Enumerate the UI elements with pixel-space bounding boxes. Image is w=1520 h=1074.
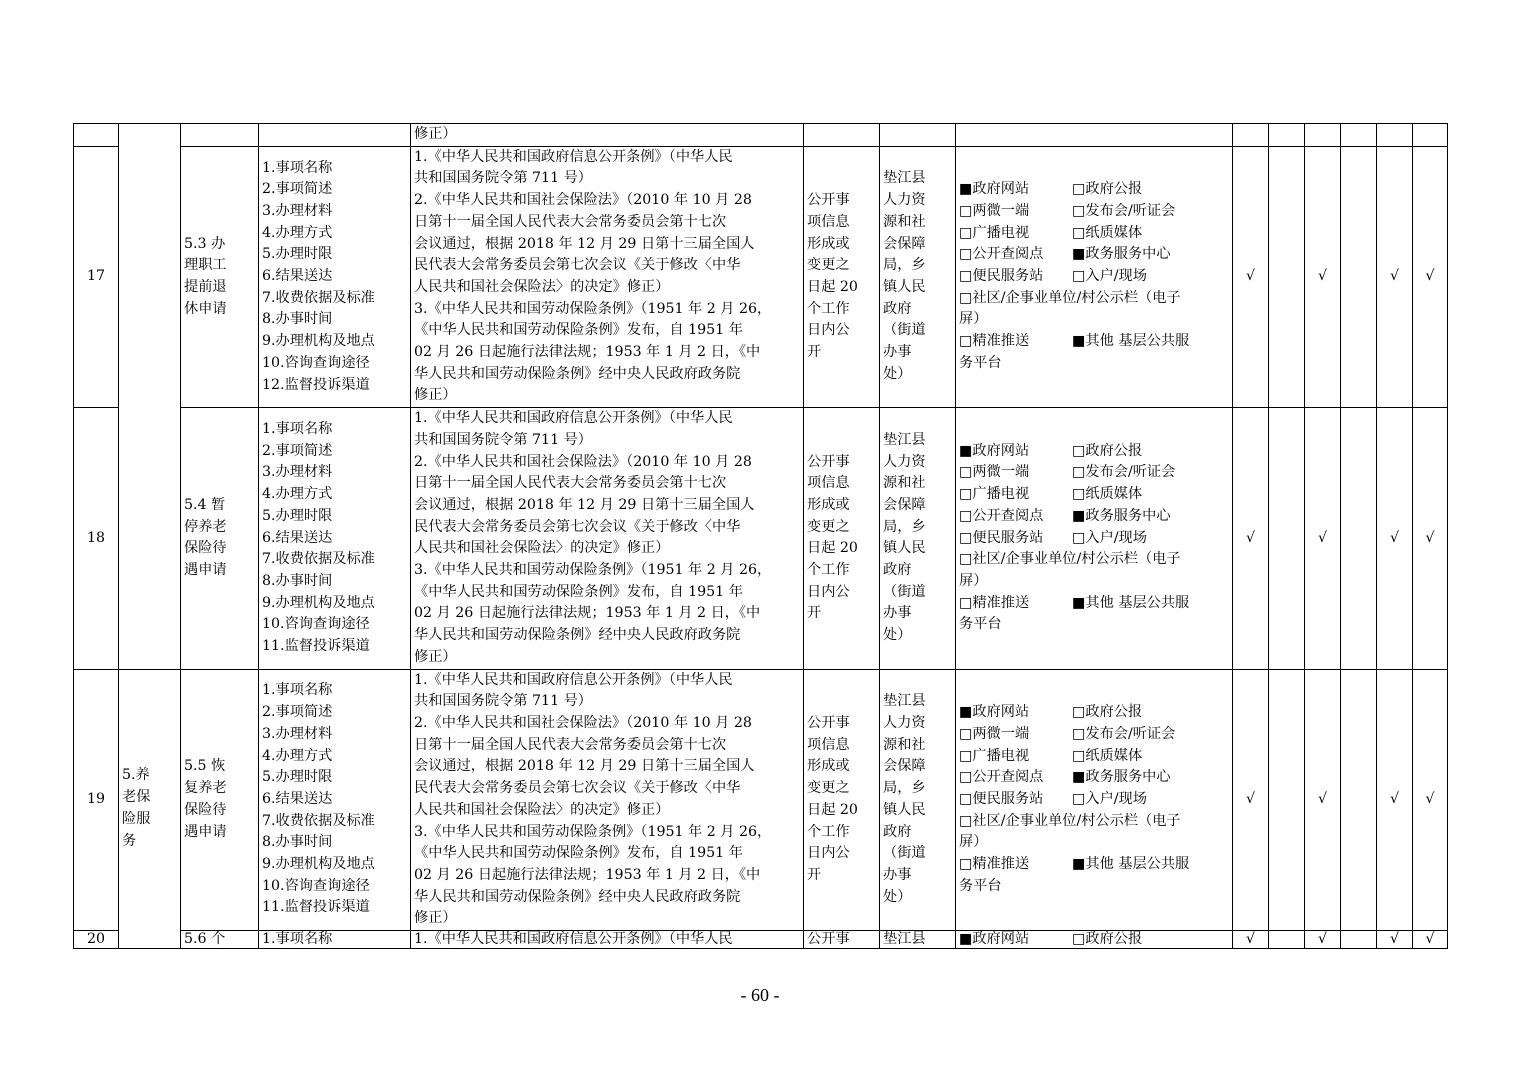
check-cell: √ [1413,669,1448,930]
channel-row [959,223,1229,245]
contents-cell [259,146,411,407]
law-line: 会议通过，根据 2018 年 12 月 29 日第十三届全国人 [414,758,755,775]
time-line: 日内公 [807,845,850,862]
time-line: 项信息 [807,475,850,492]
content-item: 1.事项名称 [262,682,333,699]
org-line: 会保障 [883,496,926,513]
item-name-cell [181,669,259,930]
check-cell: √ [1305,408,1341,669]
content-item: 5.办理时限 [262,769,333,786]
item-cell [181,124,259,147]
org-line: 源和社 [883,475,926,492]
channel-option: ■其他 基层公共服 [1072,594,1190,611]
time-line: 日内公 [807,583,850,600]
check-cell [1269,669,1305,930]
content-item: 5.办理时限 [262,246,333,263]
time-line: 形成或 [807,496,850,513]
time-cell [804,669,880,930]
channel-option: 屏） [959,572,988,589]
channel-option: □入户/现场 [1072,790,1147,807]
org-line: 垫江县 [883,170,926,187]
time-line: 开 [807,344,822,361]
law-line: 共和国国务院令第 711 号） [414,170,592,187]
channel-option: □公开查阅点 [959,246,1044,263]
channel-row [959,767,1229,789]
channel-row [959,832,1229,854]
law-line: 2.《中华人民共和国社会保险法》（2010 年 10 月 28 [414,714,752,731]
time-line: 开 [807,866,822,883]
content-item: 8.办事时间 [262,572,333,589]
content-item: 9.办理机构及地点 [262,333,375,350]
org-line: （街道 [883,845,926,862]
content-item: 4.办理方式 [262,224,333,241]
law-line: 日第十一届全国人民代表大会常务委员会第十七次 [414,475,727,492]
law-cell: 1.《中华人民共和国政府信息公开条例》（中华人民 [411,931,804,949]
channel-option: □社区/企事业单位/村公示栏（电子 [959,812,1181,829]
law-line: 民代表大会常务委员会第七次会议《关于修改〈中华 [414,780,741,797]
category-line: 务 [122,832,137,849]
org-cell [880,669,956,930]
law-cell [411,669,804,930]
org-line: （街道 [883,583,926,600]
content-item: 11.监督投诉渠道 [262,638,370,655]
check-cell: √ [1233,931,1269,949]
time-line: 日内公 [807,322,850,339]
org-line: 会保障 [883,758,926,775]
row-number: 18 [74,408,119,669]
org-cell [880,124,956,147]
content-item: 5.办理时限 [262,507,333,524]
content-item: 7.收费依据及标准 [262,289,375,306]
channel-option: □精准推送 [959,856,1030,873]
org-line: 垫江县 [883,693,926,710]
channel-option: □入户/现场 [1072,529,1147,546]
contents-cell [259,669,411,930]
time-line: 项信息 [807,213,850,230]
item-name-cell [181,146,259,407]
channel-option: ■政府网站 [959,931,1030,948]
channel-row [959,593,1229,615]
channel-option: ■其他 基层公共服 [1072,333,1190,350]
check-cell [1269,931,1305,949]
org-line: 镇人民 [883,278,926,295]
law-line: 共和国国务院令第 711 号） [414,693,592,710]
contents-cell [259,124,411,147]
law-line: 华人民共和国劳动保险条例》经中央人民政府政务院 [414,888,741,905]
item-name-line: 理职工 [184,257,227,274]
org-line: 办事 [883,605,912,622]
category-cell [119,669,181,948]
channel-option: □广播电视 [959,224,1030,241]
check-cell: √ [1233,408,1269,669]
category-line: 险服 [122,810,151,827]
channel-option: □精准推送 [959,594,1030,611]
org-line: 局，乡 [883,257,926,274]
channel-option: ■政务服务中心 [1072,507,1171,524]
law-line: 共和国国务院令第 711 号） [414,431,592,448]
check-cell [1305,124,1341,147]
time-cell: 公开事 [804,931,880,949]
channel-row [959,854,1229,876]
channel-cell [956,408,1233,669]
org-line: 人力资 [883,192,926,209]
time-line: 变更之 [807,257,850,274]
law-line: 3.《中华人民共和国劳动保险条例》（1951 年 2 月 26， [414,562,772,579]
contents-cell: 1.事项名称 [259,931,411,949]
channel-option: □发布会/听证会 [1072,464,1176,481]
channel-option: □两微一端 [959,464,1030,481]
check-cell [1269,408,1305,669]
time-line: 个工作 [807,562,850,579]
content-item: 10.咨询查询途径 [262,354,370,371]
time-line: 日起 20 [807,278,858,295]
law-line: 华人民共和国劳动保险条例》经中央人民政府政务院 [414,365,741,382]
channel-row [959,571,1229,593]
channel-option: □社区/企事业单位/村公示栏（电子 [959,551,1181,568]
channel-option: □两微一端 [959,725,1030,742]
category-line: 老保 [122,789,151,806]
item-name-cell [181,408,259,669]
channel-option: □发布会/听证会 [1072,725,1176,742]
contents-cell [259,408,411,669]
check-cell: √ [1305,931,1341,949]
law-line: 日第十一届全国人民代表大会常务委员会第十七次 [414,213,727,230]
channel-option: □发布会/听证会 [1072,202,1176,219]
channel-option: □便民服务站 [959,268,1044,285]
law-line: 修正） [414,648,457,665]
item-name-line: 5.4 暂 [184,496,226,513]
time-cell [804,408,880,669]
table-row [74,408,1448,669]
check-cell: √ [1377,408,1413,669]
check-cell: √ [1377,931,1413,949]
check-cell [1269,146,1305,407]
content-item: 3.办理材料 [262,202,333,219]
channel-row [959,931,1229,948]
channel-option: ■其他 基层公共服 [1072,856,1190,873]
law-cell [411,124,804,147]
law-line: 修正） [414,387,457,404]
channel-option: □政府公报 [1072,704,1143,721]
channel-option: □便民服务站 [959,790,1044,807]
law-line: 1.《中华人民共和国政府信息公开条例》（中华人民 [414,410,733,427]
time-line: 日起 20 [807,540,858,557]
org-line: 垫江县 [883,431,926,448]
channel-option: □精准推送 [959,333,1030,350]
channel-option: □入户/现场 [1072,268,1147,285]
time-line: 日起 20 [807,801,858,818]
table-row [74,931,1448,949]
time-line: 个工作 [807,823,850,840]
check-cell [1377,124,1413,147]
law-line: 民代表大会常务委员会第七次会议《关于修改〈中华 [414,518,741,535]
check-cell: √ [1305,669,1341,930]
org-line: 政府 [883,823,912,840]
law-cell [411,408,804,669]
channel-row [959,309,1229,331]
org-line: 源和社 [883,213,926,230]
org-line: 处） [883,888,912,905]
content-item: 3.办理材料 [262,725,333,742]
check-cell: √ [1233,669,1269,930]
law-line: 会议通过，根据 2018 年 12 月 29 日第十三届全国人 [414,496,755,513]
check-cell [1413,124,1448,147]
content-item: 6.结果送达 [262,268,333,285]
channel-row [959,331,1229,353]
org-line: 办事 [883,866,912,883]
time-line: 形成或 [807,758,850,775]
channel-option: ■政府网站 [959,704,1030,721]
time-cell [804,146,880,407]
check-cell [1341,669,1377,930]
page-number: - 60 - [740,985,780,1005]
channel-option: 务平台 [959,616,1002,633]
content-item: 1.事项名称 [262,420,333,437]
law-line: 1.《中华人民共和国政府信息公开条例》（中华人民 [414,148,733,165]
row-number: 17 [74,146,119,407]
time-line: 变更之 [807,780,850,797]
org-line: 镇人民 [883,801,926,818]
org-line: 人力资 [883,714,926,731]
content-item: 6.结果送达 [262,529,333,546]
channel-row [959,549,1229,571]
org-cell [880,408,956,669]
law-line: 2.《中华人民共和国社会保险法》（2010 年 10 月 28 [414,453,752,470]
item-name-line: 休申请 [184,300,227,317]
channel-option: ■政务服务中心 [1072,246,1171,263]
law-line: 1.《中华人民共和国政府信息公开条例》（中华人民 [414,671,733,688]
item-name-line: 遇申请 [184,823,227,840]
channel-option: ■政府网站 [959,442,1030,459]
law-line: 02 月 26 日起施行法律法规；1953 年 1 月 2 日，《中 [414,605,761,622]
channel-row [959,724,1229,746]
org-line: 办事 [883,344,912,361]
check-cell: √ [1377,146,1413,407]
law-line: 华人民共和国劳动保险条例》经中央人民政府政务院 [414,627,741,644]
org-cell: 垫江县 [880,931,956,949]
time-line: 形成或 [807,235,850,252]
channel-option: □公开查阅点 [959,769,1044,786]
item-name-line: 提前退 [184,278,227,295]
law-line: 民代表大会常务委员会第七次会议《关于修改〈中华 [414,257,741,274]
table-row [74,124,1448,147]
law-line: 人民共和国社会保险法〉的决定》修正） [414,278,670,295]
check-cell: √ [1413,931,1448,949]
time-line: 个工作 [807,300,850,317]
check-cell [1341,146,1377,407]
item-name-line: 遇申请 [184,562,227,579]
check-cell [1341,931,1377,949]
channel-row [959,266,1229,288]
content-item: 9.办理机构及地点 [262,594,375,611]
law-line: 修正） [414,910,457,927]
time-line: 开 [807,605,822,622]
channel-row [959,353,1229,375]
law-line: 修正） [414,126,457,142]
channel-row [959,789,1229,811]
channel-option: □纸质媒体 [1072,224,1143,241]
channel-cell [956,146,1233,407]
content-item: 8.办事时间 [262,311,333,328]
law-line: 人民共和国社会保险法〉的决定》修正） [414,540,670,557]
item-name-line: 停养老 [184,518,227,535]
check-cell [1269,124,1305,147]
content-item: 6.结果送达 [262,790,333,807]
channel-row [959,201,1229,223]
org-cell [880,146,956,407]
content-item: 10.咨询查询途径 [262,616,370,633]
law-line: 02 月 26 日起施行法律法规；1953 年 1 月 2 日，《中 [414,344,761,361]
content-item: 3.办理材料 [262,464,333,481]
channel-row [959,506,1229,528]
content-item: 2.事项简述 [262,442,333,459]
channel-option: 务平台 [959,354,1002,371]
time-line: 公开事 [807,714,850,731]
channel-option: ■政务服务中心 [1072,769,1171,786]
channel-option: ■政府网站 [959,181,1030,198]
org-line: 局，乡 [883,780,926,797]
check-cell [1341,124,1377,147]
content-item: 12.监督投诉渠道 [262,376,370,393]
table-row [74,146,1448,407]
item-name-line: 复养老 [184,780,227,797]
channel-option: 屏） [959,834,988,851]
channel-row [959,484,1229,506]
law-line: 《中华人民共和国劳动保险条例》发布，自 1951 年 [414,845,743,862]
law-line: 3.《中华人民共和国劳动保险条例》（1951 年 2 月 26， [414,300,772,317]
category-cell-empty [119,124,181,670]
item-name-line: 5.3 办 [184,235,226,252]
time-cell [804,124,880,147]
channel-row [959,528,1229,550]
content-item: 11.监督投诉渠道 [262,899,370,916]
check-cell: √ [1377,669,1413,930]
time-line: 公开事 [807,453,850,470]
channel-option: □便民服务站 [959,529,1044,546]
channel-option: □纸质媒体 [1072,747,1143,764]
law-line: 3.《中华人民共和国劳动保险条例》（1951 年 2 月 26， [414,823,772,840]
channel-row [959,179,1229,201]
check-cell: √ [1413,408,1448,669]
org-line: 处） [883,365,912,382]
content-item: 2.事项简述 [262,704,333,721]
channel-cell [956,669,1233,930]
channel-row [959,811,1229,833]
channel-row [959,288,1229,310]
item-name-cell: 5.6 个 [181,931,259,949]
check-cell [1233,124,1269,147]
law-line: 02 月 26 日起施行法律法规；1953 年 1 月 2 日，《中 [414,866,761,883]
channel-option: □广播电视 [959,486,1030,503]
content-item: 2.事项简述 [262,181,333,198]
law-line: 2.《中华人民共和国社会保险法》（2010 年 10 月 28 [414,192,752,209]
org-line: 人力资 [883,453,926,470]
num-cell [74,124,119,147]
law-line: 会议通过，根据 2018 年 12 月 29 日第十三届全国人 [414,235,755,252]
content-item: 4.办理方式 [262,747,333,764]
content-item: 8.办事时间 [262,834,333,851]
content-item: 4.办理方式 [262,486,333,503]
row-number: 19 [74,669,119,930]
channel-option: □公开查阅点 [959,507,1044,524]
content-item: 10.咨询查询途径 [262,877,370,894]
law-cell [411,146,804,407]
time-line: 变更之 [807,518,850,535]
channel-row [959,746,1229,768]
channel-row [959,462,1229,484]
time-line: 项信息 [807,736,850,753]
item-name-line: 5.5 恢 [184,758,226,775]
channel-row [959,441,1229,463]
org-line: 局，乡 [883,518,926,535]
org-line: 政府 [883,562,912,579]
item-name-line: 保险待 [184,801,227,818]
org-line: 政府 [883,300,912,317]
channel-cell [956,931,1233,949]
channel-row [959,876,1229,898]
org-line: （街道 [883,322,926,339]
channel-option: □政府公报 [1072,931,1143,948]
content-item: 9.办理机构及地点 [262,856,375,873]
check-cell: √ [1233,146,1269,407]
channel-option: □社区/企事业单位/村公示栏（电子 [959,289,1181,306]
row-number: 20 [74,931,119,949]
org-line: 镇人民 [883,540,926,557]
item-name-line: 保险待 [184,540,227,557]
check-cell [1341,408,1377,669]
org-line: 处） [883,627,912,644]
channel-option: □政府公报 [1072,442,1143,459]
table-row [74,669,1448,930]
check-cell: √ [1413,146,1448,407]
category-line: 5.养 [122,767,150,784]
law-line: 人民共和国社会保险法〉的决定》修正） [414,801,670,818]
law-line: 日第十一届全国人民代表大会常务委员会第十七次 [414,736,727,753]
channel-option: □纸质媒体 [1072,486,1143,503]
channel-option: □政府公报 [1072,181,1143,198]
channel-option: 屏） [959,311,988,328]
content-item: 1.事项名称 [262,159,333,176]
channel-row [959,614,1229,636]
channel-cell [956,124,1233,147]
channel-option: □广播电视 [959,747,1030,764]
disclosure-table [73,123,1448,949]
org-line: 会保障 [883,235,926,252]
time-line: 公开事 [807,192,850,209]
check-cell: √ [1305,146,1341,407]
channel-row [959,244,1229,266]
org-line: 源和社 [883,736,926,753]
channel-option: 务平台 [959,877,1002,894]
content-item: 7.收费依据及标准 [262,551,375,568]
law-line: 《中华人民共和国劳动保险条例》发布，自 1951 年 [414,322,743,339]
law-line: 《中华人民共和国劳动保险条例》发布，自 1951 年 [414,583,743,600]
channel-option: □两微一端 [959,202,1030,219]
channel-row [959,702,1229,724]
content-item: 7.收费依据及标准 [262,812,375,829]
